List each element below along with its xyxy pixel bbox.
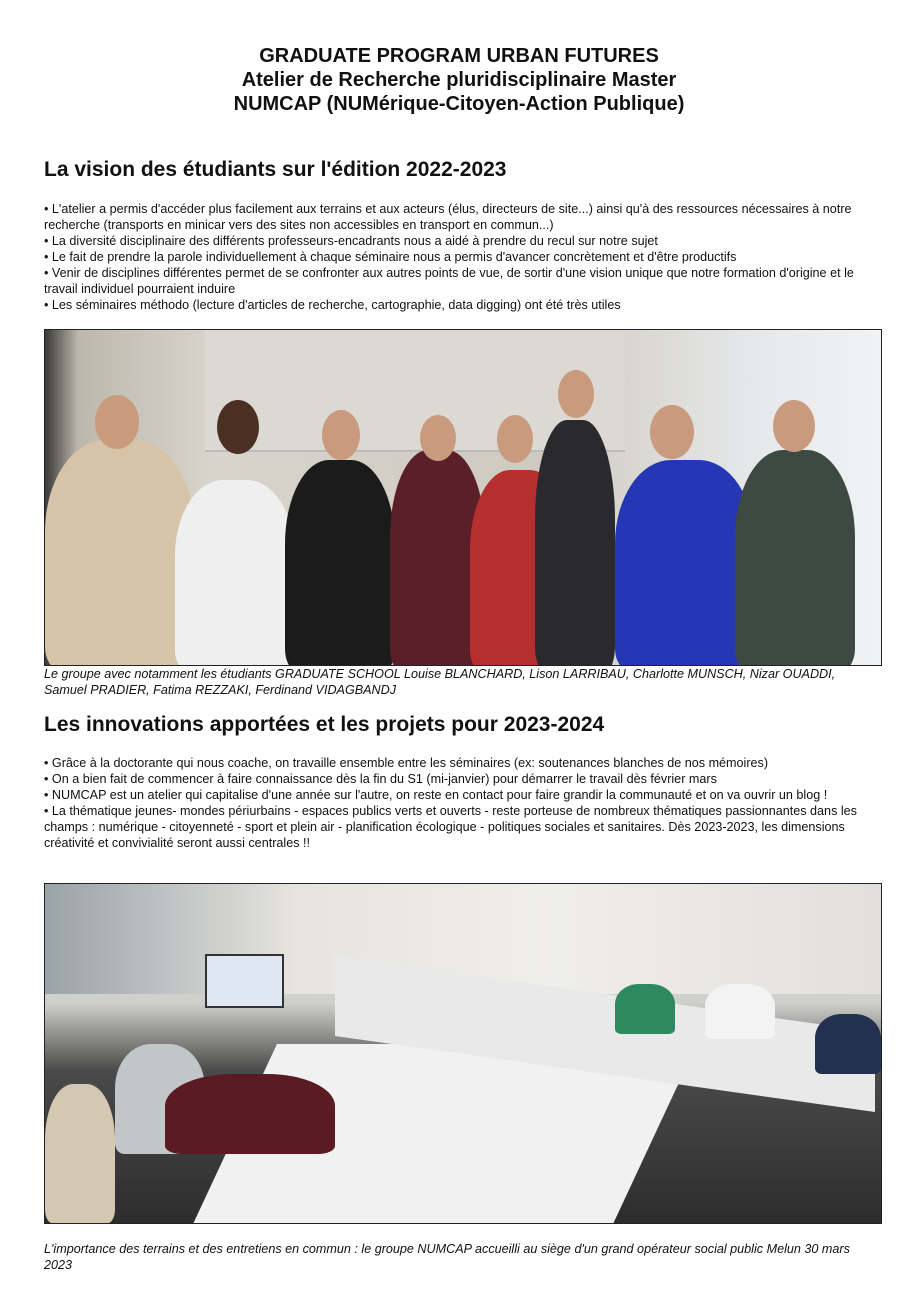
title-line: NUMCAP (NUMérique-Citoyen-Action Publique) <box>233 93 685 115</box>
meeting-photo <box>44 883 882 1224</box>
photo-caption: L'importance des terrains et des entretiens en commun : le groupe NUMCAP accueilli au siège d'un grand opérateur social public Melun 30 mars 2023 <box>44 1242 850 1272</box>
group-photo <box>44 329 882 666</box>
bullet-item: • La thématique jeunes- mondes périurbains - espaces publics verts et ouverts - reste porteuse de nombreux thématiques passionnantes dans les champs : numérique - citoyenneté - sport et plein air - planification écologique - politiques sociales et sanitaires. Dès 2023-2023, les dimensions créativité et convivialité seront aussi centrales !! <box>44 804 857 850</box>
section-heading: La vision des étudiants sur l'édition 2022-2023 <box>44 158 507 181</box>
bullet-item: • Le fait de prendre la parole individuellement à chaque séminaire nous a permis d'avancer concrètement et d'être productifs <box>44 250 737 264</box>
document-title <box>0 44 918 116</box>
bullet-item: • L'atelier a permis d'accéder plus facilement aux terrains et aux acteurs (élus, directeurs de site...) ainsi qu'à des ressources nécessaires à notre recherche (transports en minicar vers des sites non accessibles en transport en commun...) <box>44 202 852 232</box>
bullet-item: • Les séminaires méthodo (lecture d'articles de recherche, cartographie, data digging) ont été très utiles <box>44 298 621 312</box>
bullet-item: • La diversité disciplinaire des différents professeurs-encadrants nous a aidé à prendre du recul sur notre sujet <box>44 234 658 248</box>
bullet-item: • Venir de disciplines différentes permet de se confronter aux autres points de vue, de sortir d'une vision unique que notre formation d'origine et le travail individuel pourraient induire <box>44 266 854 296</box>
title-line: Atelier de Recherche pluridisciplinaire Master <box>241 69 677 91</box>
photo-caption: Le groupe avec notamment les étudiants GRADUATE SCHOOL Louise BLANCHARD, Lison LARRIBAU, Charlotte MUNSCH, Nizar OUADDI, Samuel PRADIER, Fatima REZZAKI, Ferdinand VIDAGBANDJ <box>44 667 836 697</box>
bullet-list <box>44 201 874 313</box>
bullet-item: • On a bien fait de commencer à faire connaissance dès la fin du S1 (mi-janvier) pour démarrer le travail dès février mars <box>44 772 717 786</box>
section-heading: Les innovations apportées et les projets pour 2023-2024 <box>44 713 605 736</box>
title-line: GRADUATE PROGRAM URBAN FUTURES <box>259 45 659 67</box>
bullet-item: • NUMCAP est un atelier qui capitalise d'une année sur l'autre, on reste en contact pour faire grandir la communauté et on va ouvrir un blog ! <box>44 788 828 802</box>
bullet-item: • Grâce à la doctorante qui nous coache, on travaille ensemble entre les séminaires (ex: soutenances blanches de nos mémoires) <box>44 756 769 770</box>
bullet-list <box>44 755 874 851</box>
